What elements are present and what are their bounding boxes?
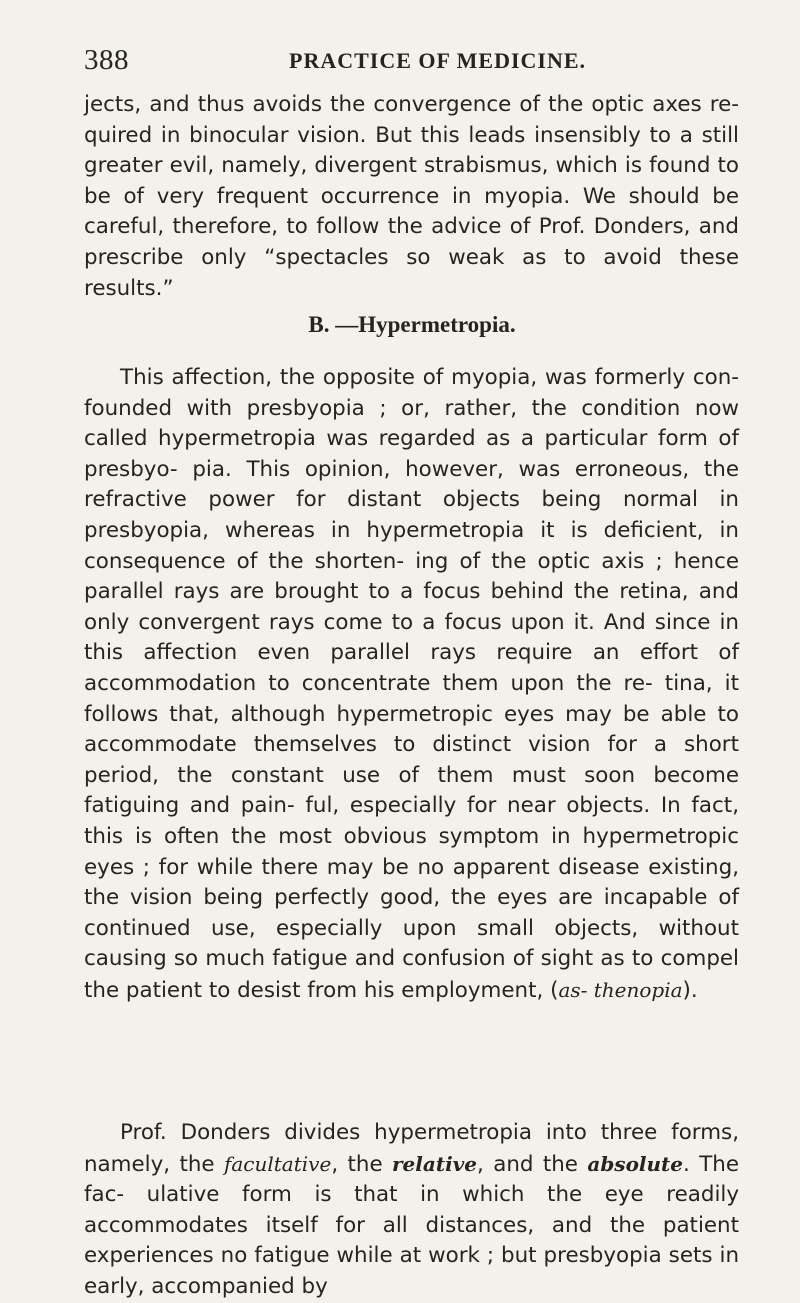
running-title: PRACTICE OF MEDICINE. [289, 48, 587, 73]
italic-term-asthenopia: as- thenopia [558, 977, 683, 1002]
running-head [84, 44, 740, 84]
paragraph-text-end: . The fac- ulative form is that in which the eye readily accommodates itself for all distances, and the patient experiences no fatigue while at work ; but presbyopia sets in early, accompanied by [84, 1151, 739, 1299]
italic-term-absolute: absolute [587, 1151, 684, 1176]
paragraph-text-end: ). [682, 977, 698, 1003]
paragraph-hypermetropia-description [84, 363, 739, 1006]
separator: , the [331, 1151, 393, 1177]
italic-term-relative: relative [392, 1151, 478, 1176]
italic-term-facultative: facultative [223, 1151, 332, 1176]
section-heading: B. —Hypermetropia. [308, 312, 516, 337]
paragraph-myopia-conclusion: jects, and thus avoids the convergence of the optic axes re- quired in binocular vision. But this leads insensibly to a still greater evil, namely, divergent strabismus, which is found to be of very frequent occurrence in myopia. We should be careful, therefore, to follow the advice of Prof. Donders, and prescribe only “spectacles so weak as to avoid these results.” [84, 92, 739, 301]
page-number: 388 [84, 44, 129, 76]
separator: , and the [477, 1151, 588, 1177]
paragraph-text: Prof. Donders divides hypermetropia into three forms, namely, the [84, 1120, 739, 1177]
paragraph-text: This affection, the opposite of myopia, was formerly con- founded with presbyopia ; or, rather, the condition now called hypermetropia was regarded as a particular form of presbyo- pia. This opinion, however, was erroneous, the refractive power for distant objects being normal in presbyopia, whereas in hypermetropia it is deficient, in consequence of the shorten- ing of the optic axis ; hence parallel rays are brought to a focus behind the retina, and only convergent rays come to a focus upon it. And since in this affection even parallel rays require an effort of accommodation to concentrate them upon the re- tina, it follows that, although hypermetropic eyes may be able to accommodate themselves to distinct vision for a short period, the constant use of them must soon become fatiguing and pain- ful, especially for near objects. In fact, this is often the most obvious symptom in hypermetropic eyes ; for while there may be no apparent disease existing, the vision being perfectly good, the eyes are incapable of continued use, especially upon small objects, without causing so much fatigue and confusion of sight as to compel the patient to desist from his employment, ( [84, 365, 739, 1003]
paragraph-donders-forms [84, 1118, 739, 1303]
